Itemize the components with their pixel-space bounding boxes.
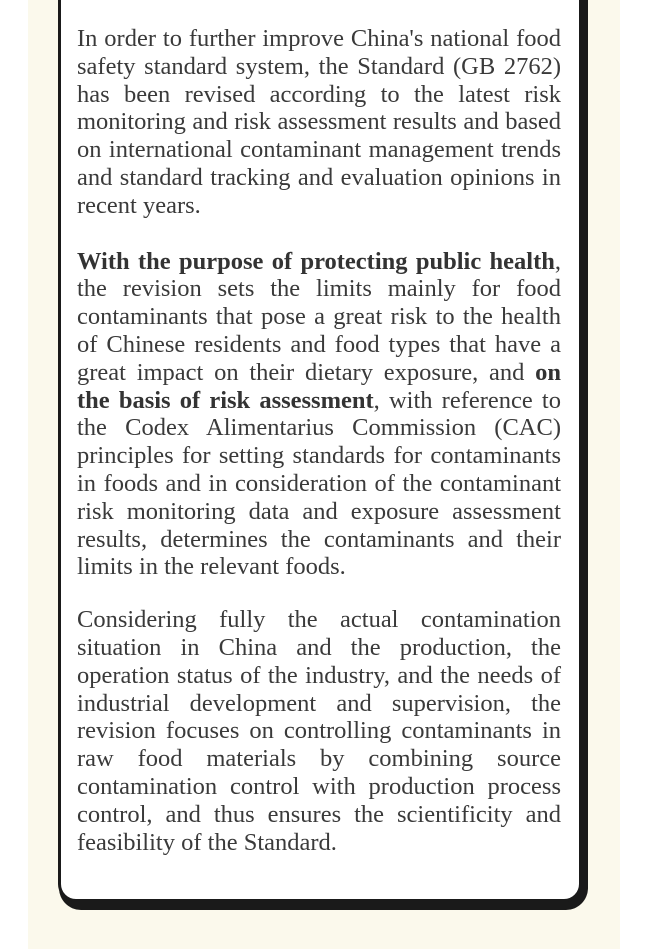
paragraph-focus: Considering fully the actual contamination situation in China and the production, the operation status of the industry, and the needs of industrial development and supervision, the revision focuses on controlling contaminants in raw food materials by combining source contamination control with production process control, and thus ensures the scientificity and feasibility of the Standard. — [77, 606, 561, 856]
paragraph-principles-text-2: , with reference to the Codex Alimentarius Commission (CAC) principles for setting standards for contaminants in foods and in consideration of the contaminant risk monitoring data and exposure assessment results, determines the contaminants and their limits in the relevant foods. — [77, 386, 561, 581]
emphasis-risk-assessment: on the basis of risk assessment — [77, 358, 561, 414]
paragraph-background: In order to further improve China's national food safety standard system, the Standard (GB 2762) has been revised according to the latest risk monitoring and risk assessment results and based on international contaminant management trends and standard tracking and evaluation opinions in recent years. — [77, 25, 561, 219]
content-card — [58, 0, 582, 902]
emphasis-public-health: With the purpose of protecting public health — [77, 247, 555, 275]
paragraph-principles — [77, 248, 561, 582]
paragraph-principles-text-1: , the revision sets the limits mainly for food contaminants that pose a great risk to the health of Chinese residents and food types that have a great impact on their dietary exposure, and — [77, 247, 561, 386]
